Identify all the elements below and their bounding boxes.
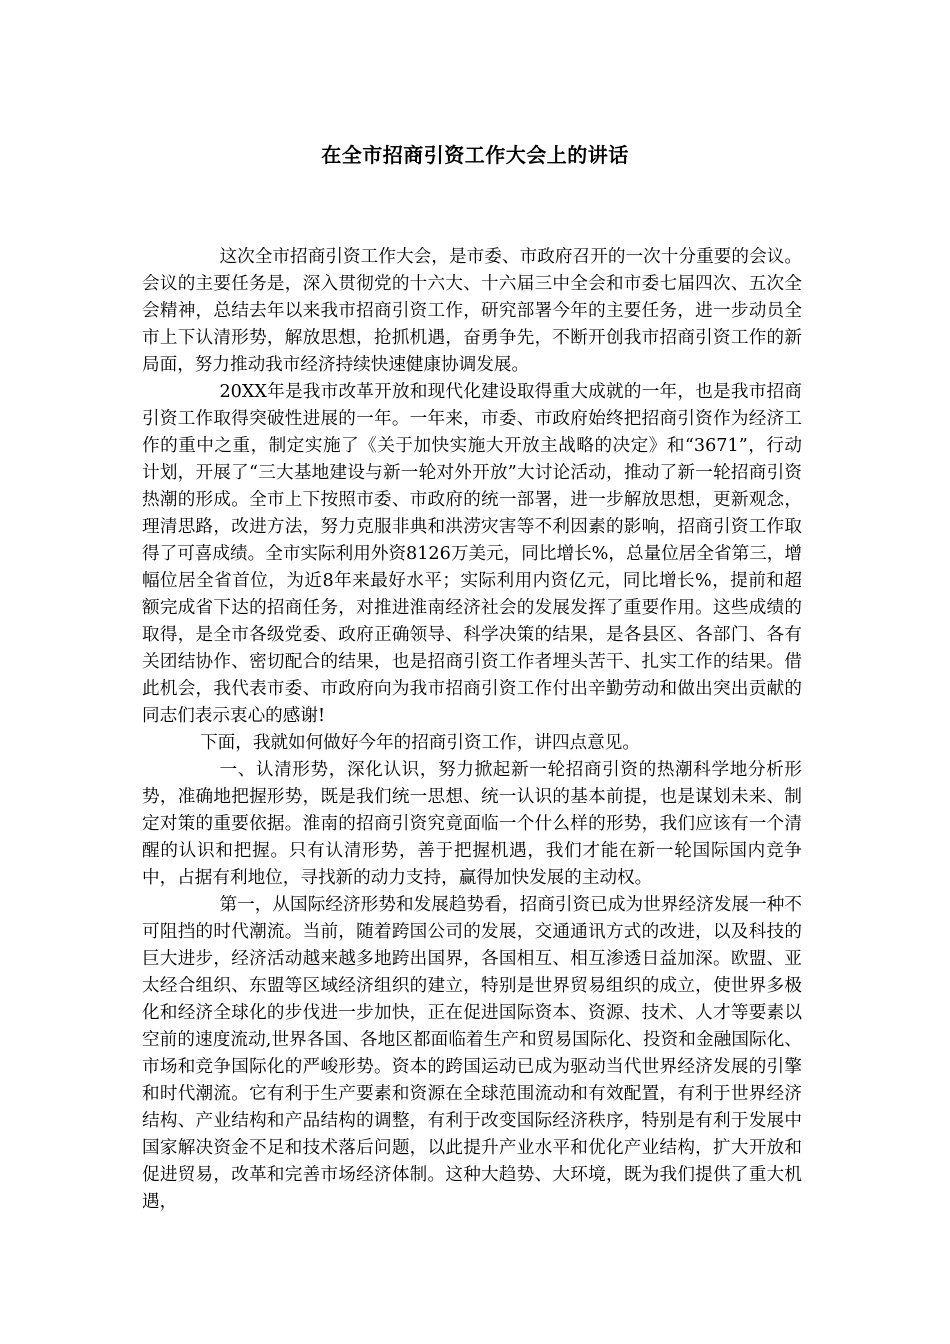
document-body [142,244,802,1216]
paragraph-section-one: 一、认清形势，深化认识，努力掀起新一轮招商引资的热潮科学地分析形势，准确地把握形势，既是我们统一思想、统一认识的基本前提，也是谋划未来、制定对策的重要依据。淮南的招商引资究竟面临一个什么样的形势，我们应该有一个清醒的认识和把握。只有认清形势，善于把握机遇，我们才能在新一轮国际国内竞争中，占据有利地位，寻找新的动力支持，赢得加快发展的主动权。 [142,760,802,888]
paragraph-outline: 下面，我就如何做好今年的招商引资工作，讲四点意见。 [200,733,640,753]
paragraph-achievements: 20XX年是我市改革开放和现代化建设取得重大成就的一年，也是我市招商引资工作取得突破性进展的一年。一年来，市委、市政府始终把招商引资作为经济工作的重中之重，制定实施了《关于加快实施大开放主战略的决定》和“3671”，行动计划，开展了“三大基地建设与新一轮对外开放”大讨论活动，推动了新一轮招商引资热潮的形成。全市上下按照市委、市政府的统一部署，进一步解放思想，更新观念，理清思路，改进方法，努力克服非典和洪涝灾害等不利因素的影响，招商引资工作取得了可喜成绩。全市实际利用外资8126万美元，同比增长%，总量位居全省第三，增幅位居全省首位，为近8年来最好水平；实际利用内资亿元，同比增长%，提前和超额完成省下达的招商任务，对推进淮南经济社会的发展发挥了重要作用。这些成绩的取得，是全市各级党委、政府正确领导、科学决策的结果，是各县区、各部门、各有关团结协作、密切配合的结果，也是招商引资工作者埋头苦干、扎实工作的结果。借此机会，我代表市委、市政府向为我市招商引资工作付出辛勤劳动和做出突出贡献的同志们表示衷心的感谢! [142,382,802,726]
paragraph-point-one: 第一，从国际经济形势和发展趋势看，招商引资已成为世界经济发展一种不可阻挡的时代潮流。当前，随着跨国公司的发展，交通通讯方式的改进，以及科技的巨大进步，经济活动越来越多地跨出国界，各国相互、相互渗透日益加深。欧盟、亚太经合组织、东盟等区域经济组织的建立，特别是世界贸易组织的成立，使世界多极化和经济全球化的步伐进一步加快，正在促进国际资本、资源、技术、人才等要素以空前的速度流动,世界各国、各地区都面临着生产和贸易国际化、投资和金融国际化、市场和竞争国际化的严峻形势。资本的跨国运动已成为驱动当代世界经济发展的引擎和时代潮流。它有利于生产要素和资源在全球范围流动和有效配置，有利于世界经济结构、产业结构和产品结构的调整，有利于改变国际经济秩序，特别是有利于发展中国家解决资金不足和技术落后问题，以此提升产业水平和优化产业结构，扩大开放和促进贸易，改革和完善市场经济体制。这种大趋势、大环境，既为我们提供了重大机遇， [142,895,802,1212]
paragraph-intro: 这次全市招商引资工作大会，是市委、市政府召开的一次十分重要的会议。会议的主要任务是，深入贯彻党的十六大、十六届三中全会和市委七届四次、五次全会精神，总结去年以来我市招商引资工作，研究部署今年的主要任务，进一步动员全市上下认清形势，解放思想，抢抓机遇，奋勇争先，不断开创我市招商引资工作的新局面，努力推动我市经济持续快速健康协调发展。 [142,247,802,375]
document-title: 在全市招商引资工作大会上的讲话 [321,143,629,167]
